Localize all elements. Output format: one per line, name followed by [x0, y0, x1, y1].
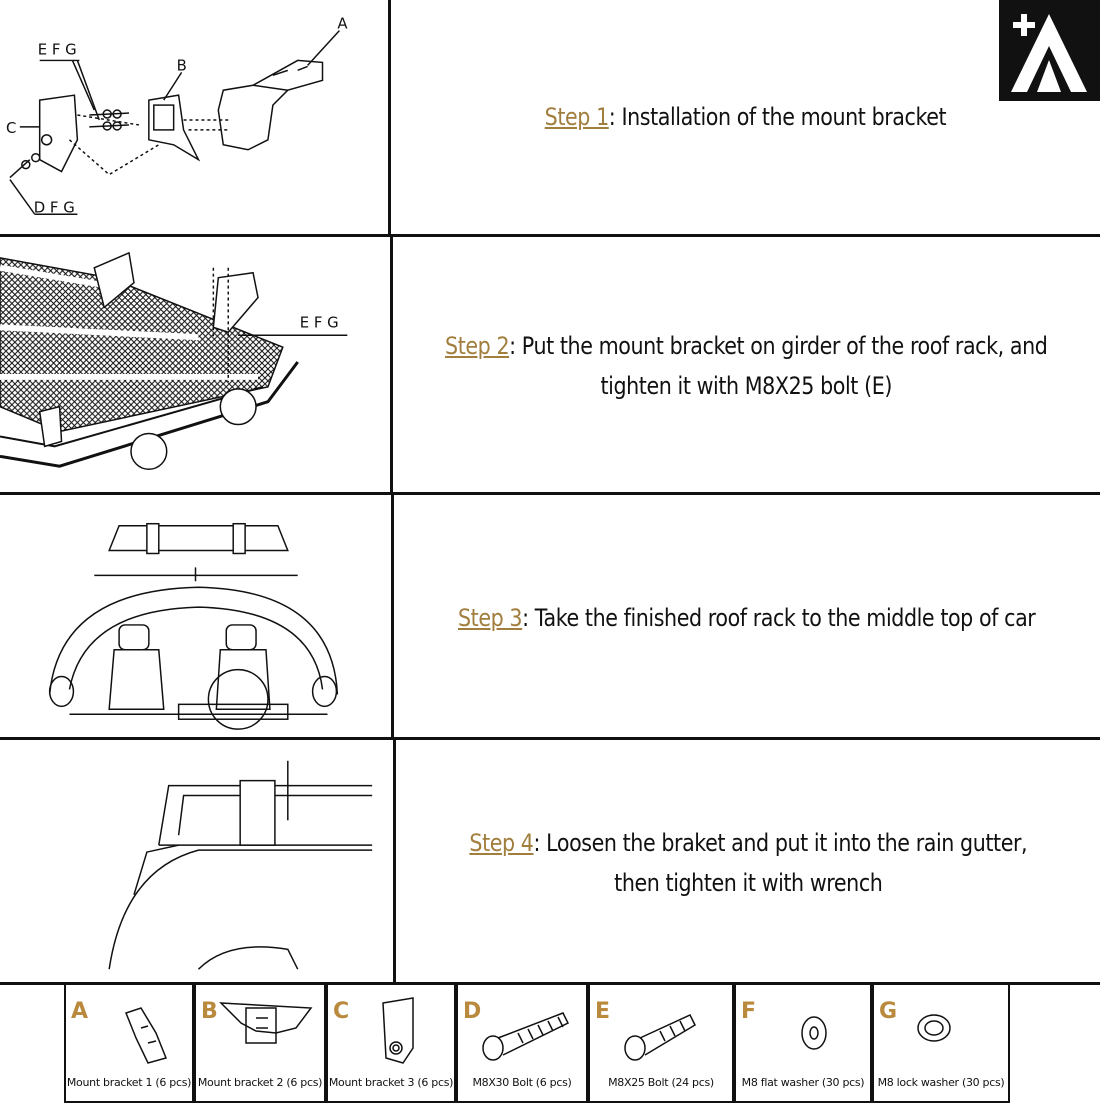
part-e	[588, 985, 734, 1103]
step-1-illustration	[0, 0, 391, 234]
exploded-bracket-diagram	[0, 0, 388, 234]
roof-rack-diagram	[0, 237, 390, 495]
mount-bracket-1-icon	[86, 993, 186, 1068]
part-f	[734, 985, 872, 1103]
part-b-name: Mount bracket 2 (6 pcs)	[197, 1076, 323, 1089]
part-f-letter: F	[741, 999, 757, 1024]
step-2-desc-line2: tighten it with M8X25 bolt (E)	[600, 372, 893, 400]
part-a-letter: A	[71, 999, 89, 1024]
m8x25-bolt-icon	[610, 993, 710, 1068]
part-d-letter: D	[463, 999, 482, 1024]
step-4-label: Step 4	[469, 828, 534, 857]
step-2-label: Step 2	[445, 332, 510, 360]
part-b	[194, 985, 326, 1103]
part-f-name: M8 flat washer (30 pcs)	[741, 1076, 865, 1089]
step-2-desc: : Put the mount bracket on girder of the roof rack, and	[509, 332, 1048, 360]
mount-bracket-3-icon	[348, 993, 448, 1068]
step-2-row	[0, 234, 1100, 495]
step-2-text	[445, 326, 1047, 406]
label-a: A	[337, 14, 348, 33]
step-3-row	[0, 492, 1100, 740]
label-c: C	[5, 118, 17, 137]
part-a	[64, 985, 194, 1103]
step-4-text	[469, 823, 1027, 903]
part-a-name: Mount bracket 1 (6 pcs)	[66, 1076, 192, 1089]
step-4-illustration	[0, 740, 396, 985]
part-c	[326, 985, 456, 1103]
m8x30-bolt-icon	[478, 993, 578, 1068]
step-1-desc: : Installation of the mount bracket	[608, 103, 947, 131]
rain-gutter-diagram	[0, 740, 393, 985]
label-dfg: D F G	[33, 198, 75, 217]
part-c-name: Mount bracket 3 (6 pcs)	[328, 1076, 454, 1089]
step-3-text	[458, 598, 1035, 638]
flat-washer-icon	[756, 993, 856, 1068]
label-efg: E F G	[37, 40, 77, 59]
mount-bracket-2-icon	[216, 993, 316, 1068]
part-c-letter: C	[333, 999, 350, 1024]
step-3-desc: : Take the finished roof rack to the middle top of car	[522, 603, 1036, 632]
part-e-letter: E	[595, 999, 611, 1024]
part-d-name: M8X30 Bolt (6 pcs)	[472, 1076, 572, 1089]
lock-washer-icon	[894, 993, 994, 1068]
step-2-illustration	[0, 237, 393, 495]
parts-list	[0, 982, 1100, 1103]
label-efg-2: E F G	[299, 313, 339, 332]
step-4-desc-line2: then tighten it with wrench	[613, 868, 883, 897]
car-front-diagram	[0, 495, 391, 740]
part-g	[872, 985, 1010, 1103]
step-3-text-area	[394, 495, 1100, 740]
step-1-text-area	[391, 0, 1100, 234]
part-g-name: M8 lock washer (30 pcs)	[877, 1076, 1005, 1089]
step-4-text-area	[396, 740, 1100, 985]
part-g-letter: G	[879, 999, 898, 1024]
label-b: B	[176, 56, 187, 75]
step-4-row	[0, 737, 1100, 985]
step-1-label: Step 1	[544, 103, 609, 131]
step-2-text-area	[393, 237, 1100, 495]
part-b-letter: B	[201, 999, 218, 1024]
part-d	[456, 985, 588, 1103]
step-1-row	[0, 0, 1100, 234]
step-3-label: Step 3	[458, 603, 523, 632]
step-4-desc: : Loosen the braket and put it into the rain gutter,	[533, 828, 1027, 857]
step-3-illustration	[0, 495, 394, 740]
part-e-name: M8X25 Bolt (24 pcs)	[608, 1076, 714, 1089]
step-1-text	[545, 97, 946, 137]
